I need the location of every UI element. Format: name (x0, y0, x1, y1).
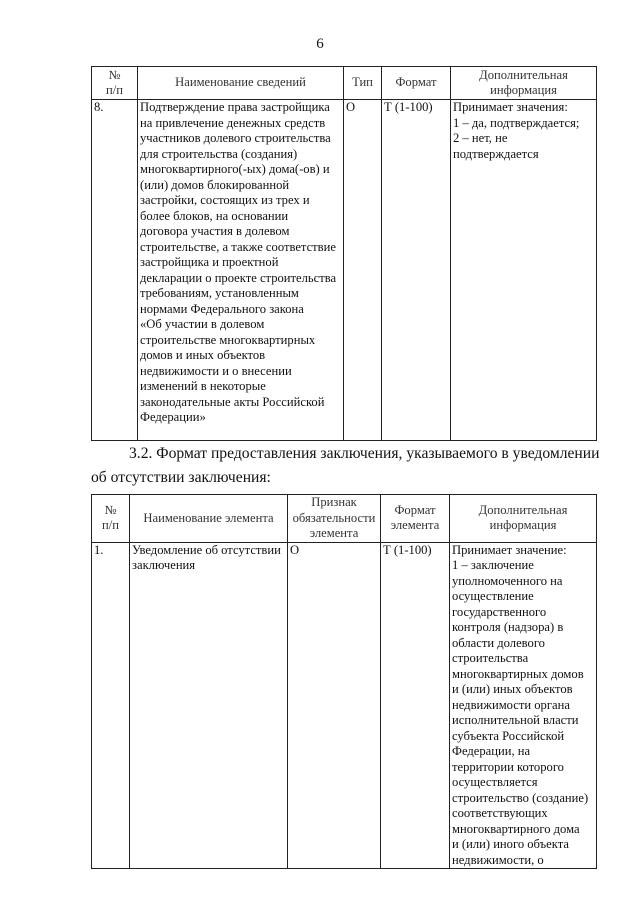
row-number: 1. (92, 542, 130, 869)
table-row (92, 542, 597, 869)
header-element-format: Формат элемента (381, 495, 450, 543)
row-additional-info: Принимает значение: 1 – заключение уполномоченного на осуществление государственного контроля (надзора) в области долевого строительства многоквартирных домов и (или) иных объектов недвижимости органа исполнительной власти субъекта Российской Федерации, на территории которого осуществляется строительство (создание) соответствующих многоквартирного дома и (или) иного объекта недвижимости, о (450, 542, 597, 869)
table-row (92, 100, 597, 441)
header-element-name: Наименование элемента (130, 495, 288, 543)
header-number: № п/п (92, 67, 138, 100)
header-required-flag: Признак обязательности элемента (288, 495, 381, 543)
page-number: 6 (316, 36, 324, 52)
element-table (91, 494, 597, 869)
header-format: Формат (382, 67, 451, 100)
table-header-row (92, 67, 597, 100)
row-name: Подтверждение права застройщика на привлечение денежных средств участников долевого строительства для строительства (создания) многоквартирного(-ых) дома(-ов) и (или) домов блокированной застройки, состоящих из трех и более блоков, на основании договора участия в долевом строительстве, а также соответствие застройщика и проектной декларации о проекте строительства требованиям, установленным нормами Федерального закона «Об участии в долевом строительстве многоквартирных домов и иных объектов недвижимости и о внесении изменений в некоторые законодательные акты Российской Федерации» (138, 100, 344, 441)
row-type: О (344, 100, 382, 441)
header-name: Наименование сведений (138, 67, 344, 100)
row-element-format: Т (1-100) (381, 542, 450, 869)
row-required-flag: О (288, 542, 381, 869)
header-number: № п/п (92, 495, 130, 543)
header-type: Тип (344, 67, 382, 100)
section-heading-continued: об отсутствии заключения: (91, 469, 271, 486)
header-additional-info: Дополнительная информация (451, 67, 597, 100)
table-header-row (92, 495, 597, 543)
row-element-name: Уведомление об отсутствии заключения (130, 542, 288, 869)
header-additional-info: Дополнительная информация (450, 495, 597, 543)
info-table (91, 66, 597, 441)
row-format: Т (1-100) (382, 100, 451, 441)
section-heading: 3.2. Формат предоставления заключения, указываемого в уведомлении (129, 445, 600, 462)
row-additional-info: Принимает значения: 1 – да, подтверждается; 2 – нет, не подтверждается (451, 100, 597, 441)
row-number: 8. (92, 100, 138, 441)
